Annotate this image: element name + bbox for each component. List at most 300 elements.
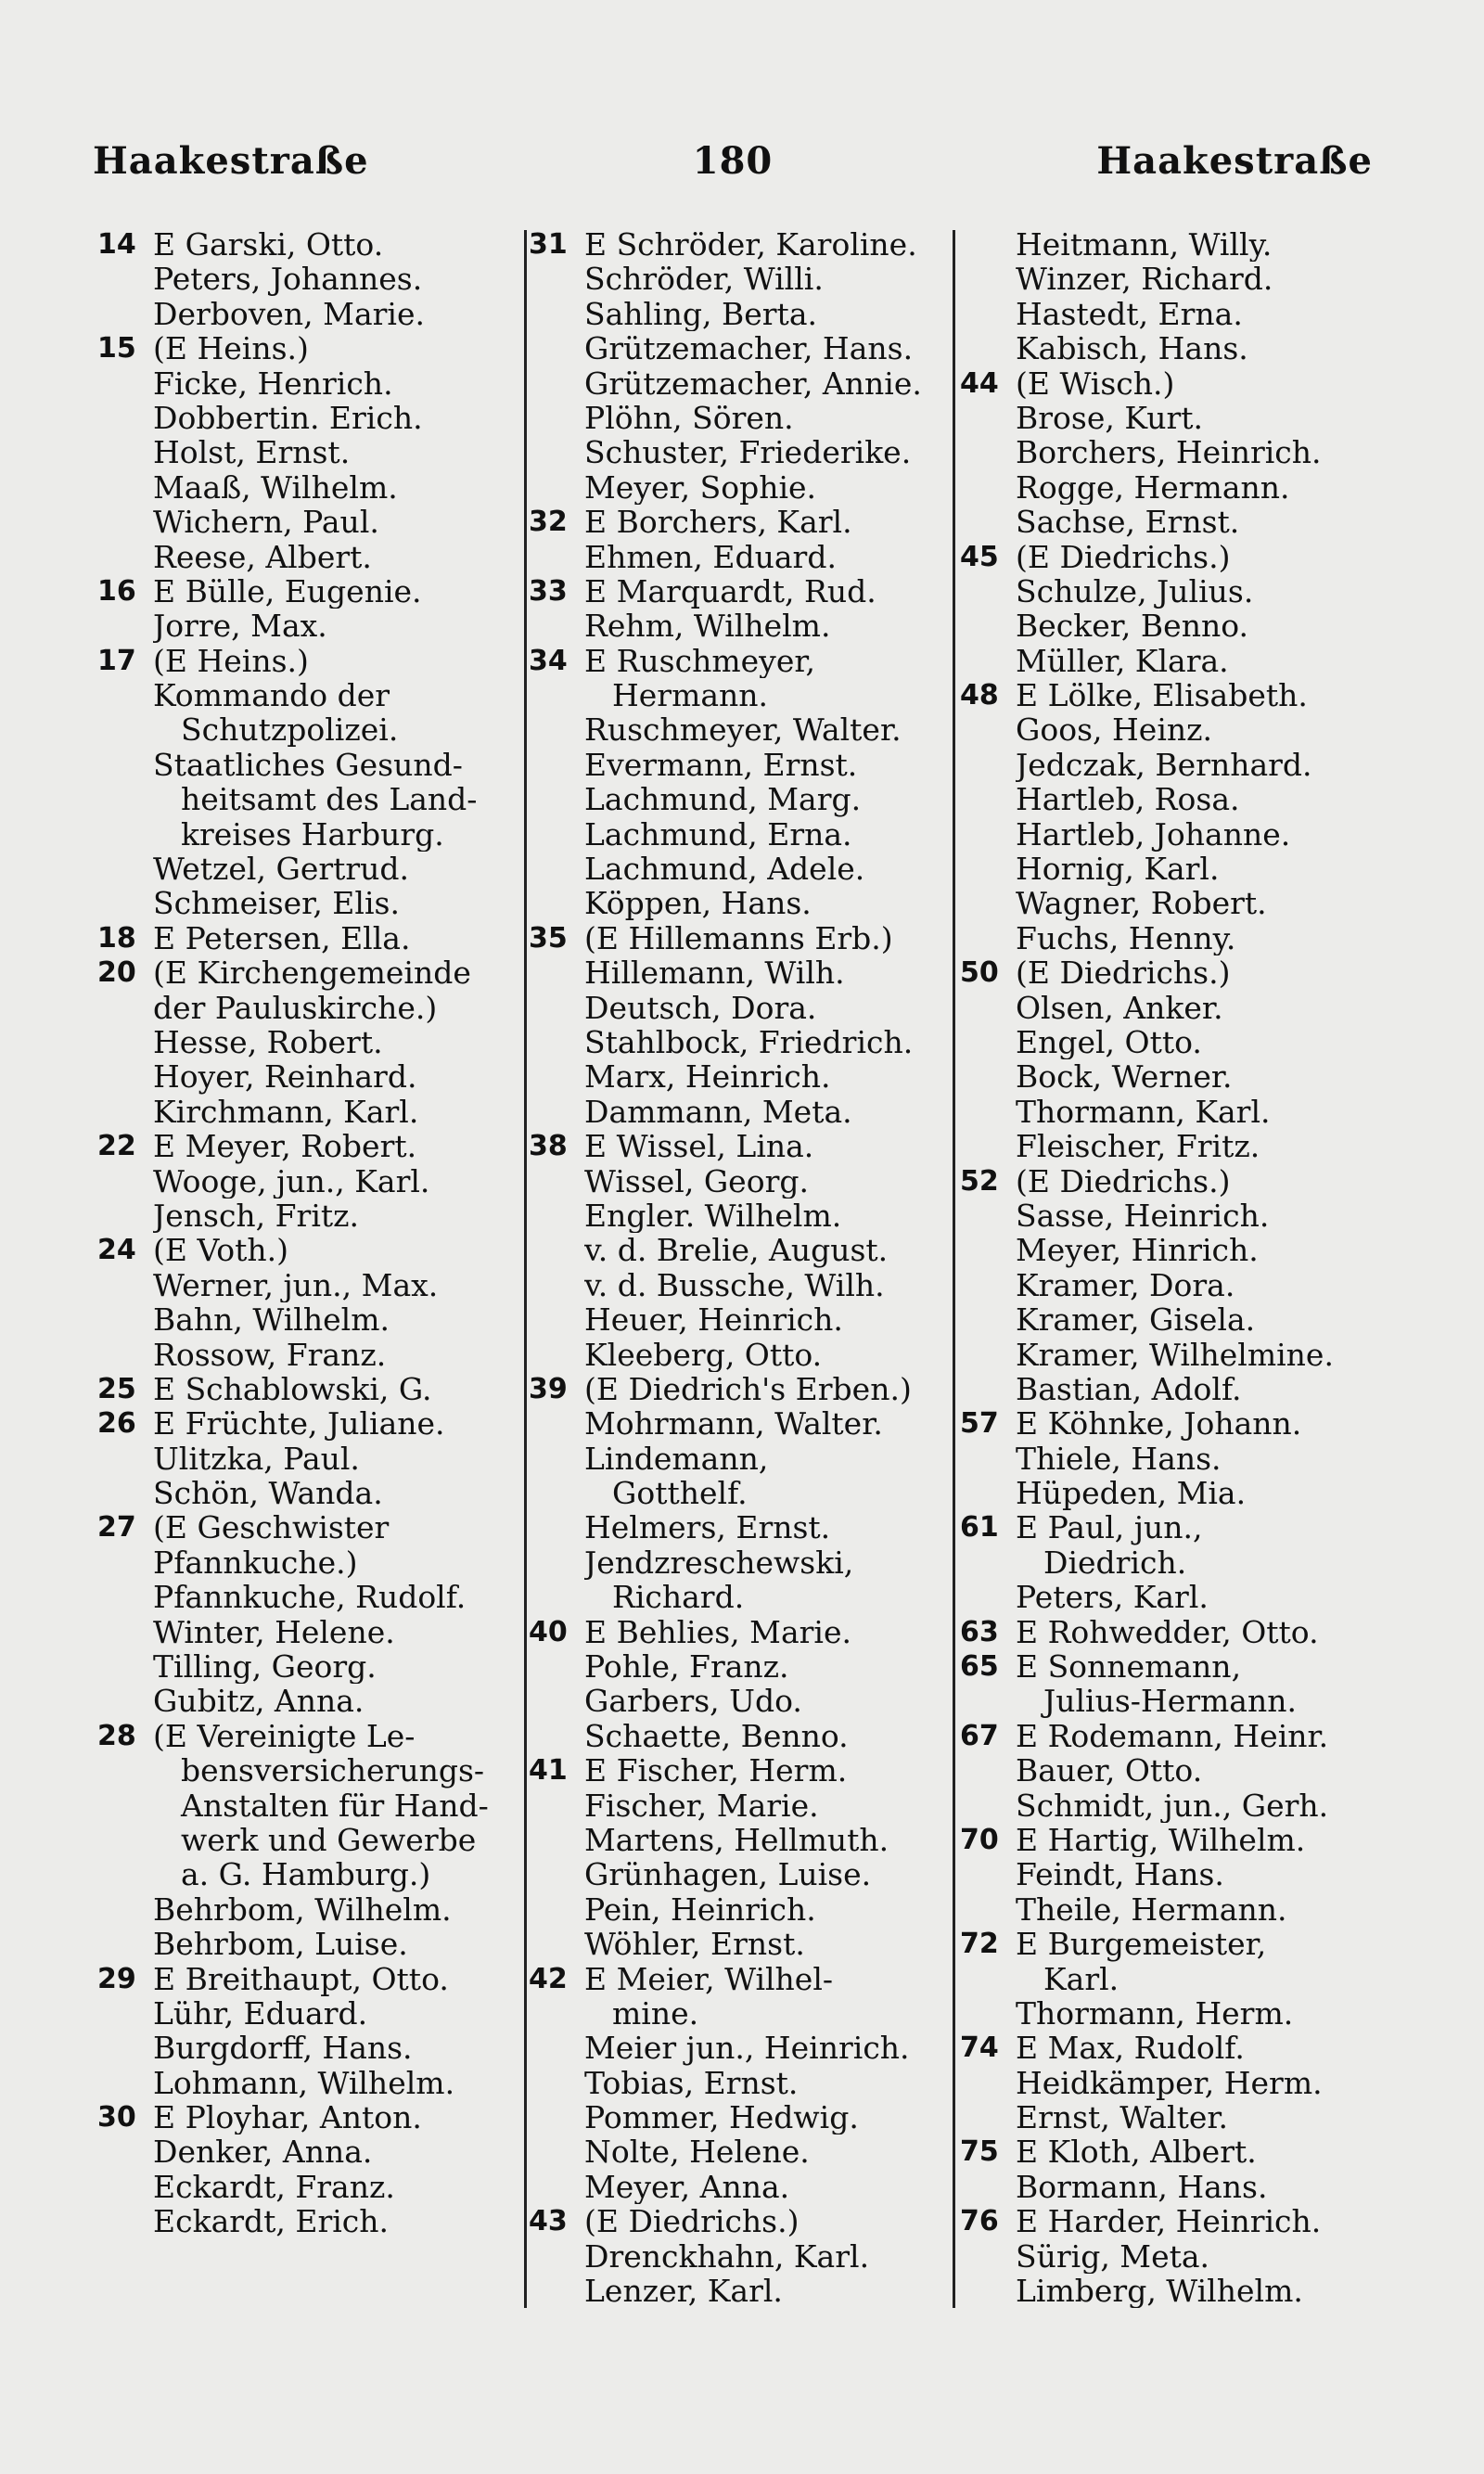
resident-name: Heuer, Heinrich. (584, 1302, 843, 1338)
house-number (97, 1649, 153, 1684)
house-number (529, 331, 584, 365)
resident-name: Meyer, Sophie. (584, 469, 817, 506)
directory-entry (97, 505, 533, 539)
resident-name: Lachmund, Adele. (584, 852, 865, 887)
resident-name: heitsamt des Land- (181, 782, 478, 817)
directory-entry (529, 2170, 951, 2204)
house-number (529, 748, 584, 782)
house-number (529, 1338, 584, 1372)
house-number (960, 1095, 1016, 1129)
resident-name: (E Wisch.) (1016, 365, 1175, 401)
directory-entry (97, 678, 533, 712)
resident-name: Thormann, Herm. (1016, 1995, 1294, 2032)
directory-entry (529, 1684, 951, 1718)
directory-entry (97, 1338, 533, 1372)
house-number (529, 1996, 584, 2031)
house-number: 45 (960, 540, 999, 573)
resident-name: E Kloth, Albert. (1016, 2134, 1257, 2170)
directory-entry (960, 1649, 1387, 1684)
resident-name: Marx, Heinrich. (584, 1059, 831, 1095)
resident-name: Sasse, Heinrich. (1016, 1198, 1270, 1234)
directory-entry (97, 1025, 533, 1059)
directory-entry (529, 817, 951, 852)
house-number (97, 1059, 153, 1094)
house-number (97, 1442, 153, 1476)
resident-name: Burgdorff, Hans. (153, 2031, 413, 2066)
directory-entry (529, 1302, 951, 1337)
header-street-left: Haakestraße (93, 139, 369, 183)
resident-name: Engel, Otto. (1016, 1024, 1202, 1060)
house-number (529, 886, 584, 920)
directory-entry (960, 609, 1387, 643)
directory-entry (97, 1962, 533, 1996)
resident-name: Kirchmann, Karl. (153, 1094, 419, 1130)
house-number (529, 1927, 584, 1961)
house-number (529, 1164, 584, 1199)
directory-entry (960, 1095, 1387, 1129)
resident-name: Wichern, Paul. (153, 505, 379, 540)
house-number: 61 (960, 1511, 999, 1545)
resident-name: Bock, Werner. (1016, 1059, 1233, 1095)
directory-entry (529, 2204, 951, 2238)
resident-name: (E Diedrichs.) (1016, 1163, 1231, 1199)
house-number (97, 297, 153, 331)
house-number (529, 401, 584, 435)
resident-name: Behrbom, Wilhelm. (153, 1891, 452, 1928)
directory-entry (960, 1025, 1387, 1059)
directory-entry (97, 1580, 533, 1614)
directory-entry (97, 2204, 533, 2238)
directory-entry (960, 1615, 1387, 1649)
resident-name: Behrbom, Luise. (153, 1927, 408, 1962)
directory-entry (529, 401, 951, 435)
resident-name: v. d. Brelie, August. (584, 1233, 889, 1268)
house-number (960, 1442, 1016, 1476)
directory-entry (97, 2066, 533, 2100)
directory-entry (960, 955, 1387, 990)
house-number (960, 1129, 1016, 1163)
house-number (529, 1025, 584, 1059)
resident-name: Schröder, Willi. (584, 262, 824, 297)
house-number (529, 1823, 584, 1857)
house-number: 32 (529, 506, 568, 539)
resident-name: Fleischer, Fritz. (1016, 1129, 1260, 1164)
directory-entry (529, 366, 951, 401)
directory-entry (960, 297, 1387, 331)
house-number (529, 470, 584, 505)
house-number (960, 262, 1016, 296)
house-number (97, 505, 153, 539)
house-number: 74 (960, 2032, 999, 2065)
resident-name: Eckardt, Erich. (153, 2204, 390, 2239)
resident-name: Hoyer, Reinhard. (153, 1059, 417, 1095)
house-number (529, 817, 584, 852)
directory-entry (529, 227, 951, 262)
directory-entry (960, 1892, 1387, 1927)
resident-name: Anstalten für Hand- (181, 1788, 489, 1823)
directory-entry (529, 1233, 951, 1267)
house-number: 15 (97, 332, 136, 365)
directory-entry (529, 886, 951, 920)
house-number (529, 1857, 584, 1891)
directory-entry (960, 2204, 1387, 2238)
house-number (960, 921, 1016, 955)
house-number: 63 (960, 1615, 999, 1648)
directory-entry (529, 1962, 951, 1996)
house-number: 24 (97, 1234, 136, 1267)
resident-name: Schmeiser, Elis. (153, 886, 400, 921)
resident-name: Bormann, Hans. (1016, 2169, 1268, 2205)
house-number (960, 1302, 1016, 1337)
resident-name: Bauer, Otto. (1016, 1753, 1203, 1788)
directory-entry (960, 644, 1387, 678)
house-number (529, 1442, 584, 1476)
directory-entry (97, 1823, 533, 1857)
directory-entry (960, 1442, 1387, 1476)
directory-entry (97, 609, 533, 643)
house-number (529, 435, 584, 469)
resident-name: Meyer, Hinrich. (1016, 1233, 1259, 1268)
directory-column-2 (529, 227, 951, 2308)
directory-entry (529, 2066, 951, 2100)
directory-entry (529, 1442, 951, 1476)
house-number: 31 (529, 228, 568, 261)
directory-entry (960, 262, 1387, 296)
house-number: 72 (960, 1928, 999, 1961)
resident-name: Lohmann, Wilhelm. (153, 2065, 455, 2101)
house-number (529, 1302, 584, 1337)
house-number (529, 1788, 584, 1823)
resident-name: Plöhn, Sören. (584, 400, 794, 436)
resident-name: E Schablowski, G. (153, 1371, 432, 1407)
resident-name: E Köhnke, Johann. (1016, 1406, 1302, 1442)
directory-entry (529, 1164, 951, 1199)
resident-name: Theile, Hermann. (1016, 1891, 1287, 1928)
house-number: 20 (97, 956, 136, 990)
directory-entry (960, 712, 1387, 747)
resident-name: Kramer, Wilhelmine. (1016, 1337, 1334, 1372)
directory-entry (97, 1268, 533, 1302)
house-number (97, 2031, 153, 2065)
resident-name: Nolte, Helene. (584, 2134, 810, 2170)
house-number (529, 678, 584, 712)
resident-name: Fischer, Marie. (584, 1788, 819, 1823)
house-number: 41 (529, 1754, 568, 1788)
resident-name: E Marquardt, Rud. (584, 573, 876, 609)
directory-entry (960, 1996, 1387, 2031)
resident-name: E Burgemeister, (1016, 1927, 1267, 1962)
house-number (97, 1476, 153, 1510)
directory-entry (97, 1892, 533, 1927)
house-number (97, 1025, 153, 1059)
house-number (960, 1962, 1016, 1996)
resident-name: Sürig, Meta. (1016, 2238, 1210, 2275)
directory-entry (960, 678, 1387, 712)
directory-entry (97, 712, 533, 747)
directory-entry (960, 1753, 1387, 1788)
house-number: 25 (97, 1372, 136, 1405)
resident-name: Heidkämper, Herm. (1016, 2065, 1323, 2101)
house-number (529, 297, 584, 331)
directory-entry (529, 540, 951, 574)
directory-entry (529, 852, 951, 886)
directory-entry (960, 817, 1387, 852)
directory-entry (960, 886, 1387, 920)
directory-entry (529, 955, 951, 990)
house-number (960, 782, 1016, 816)
directory-entry (97, 644, 533, 678)
resident-name: Karl. (1043, 1961, 1119, 1996)
resident-name: Ulitzka, Paul. (153, 1441, 360, 1477)
directory-entry (960, 1268, 1387, 1302)
house-number (97, 1892, 153, 1927)
resident-name: Schaette, Benno. (584, 1718, 849, 1754)
resident-name: Borchers, Heinrich. (1016, 435, 1322, 470)
directory-entry (529, 1649, 951, 1684)
resident-name: Brose, Kurt. (1016, 400, 1204, 436)
directory-entry (529, 644, 951, 678)
resident-name: Jendzreschewski, (584, 1545, 854, 1581)
resident-name: Tobias, Ernst. (584, 2065, 799, 2101)
resident-name: Pein, Heinrich. (584, 1891, 816, 1928)
house-number (960, 609, 1016, 643)
directory-entry (529, 991, 951, 1025)
house-number (960, 2066, 1016, 2100)
resident-name: Deutsch, Dora. (584, 990, 817, 1025)
directory-entry (529, 2274, 951, 2308)
resident-name: E Breithaupt, Otto. (153, 1961, 449, 1996)
resident-name: (E Kirchengemeinde (153, 955, 471, 991)
resident-name: Goos, Heinz. (1016, 712, 1213, 748)
directory-entry (960, 1199, 1387, 1233)
resident-name: Hillemann, Wilh. (584, 955, 845, 991)
directory-entry (97, 1649, 533, 1684)
house-number (97, 782, 153, 816)
house-number (529, 1476, 584, 1510)
house-number (529, 782, 584, 816)
resident-name: Richard. (612, 1580, 745, 1615)
house-number (960, 331, 1016, 365)
house-number (97, 1927, 153, 1961)
house-number (97, 470, 153, 505)
directory-entry (960, 1857, 1387, 1891)
directory-entry (97, 748, 533, 782)
house-number: 30 (97, 2101, 136, 2134)
house-number (97, 852, 153, 886)
resident-name: Lachmund, Marg. (584, 782, 862, 817)
resident-name: Gubitz, Anna. (153, 1684, 365, 1719)
house-number: 39 (529, 1372, 568, 1405)
resident-name: Pommer, Hedwig. (584, 2100, 859, 2135)
resident-name: Schön, Wanda. (153, 1476, 383, 1511)
directory-entry (529, 1788, 951, 1823)
resident-name: E Harder, Heinrich. (1016, 2204, 1322, 2239)
resident-name: a. G. Hamburg.) (181, 1857, 431, 1892)
resident-name: Winter, Helene. (153, 1614, 395, 1650)
resident-name: Fuchs, Henny. (1016, 920, 1236, 956)
house-number: 27 (97, 1511, 136, 1545)
house-number (97, 991, 153, 1025)
directory-entry (960, 401, 1387, 435)
house-number (97, 1788, 153, 1823)
house-number: 65 (960, 1650, 999, 1684)
directory-entry (529, 262, 951, 296)
house-number: 75 (960, 2135, 999, 2169)
directory-entry (960, 1510, 1387, 1545)
directory-entry (960, 2239, 1387, 2274)
directory-entry (529, 1476, 951, 1510)
directory-entry (529, 1545, 951, 1580)
house-number (97, 1615, 153, 1649)
house-number (960, 991, 1016, 1025)
directory-entry (97, 227, 533, 262)
column-divider (953, 230, 955, 2308)
resident-name: E Früchte, Juliane. (153, 1406, 445, 1442)
house-number (97, 1753, 153, 1788)
house-number (960, 1857, 1016, 1891)
directory-entry (97, 1927, 533, 1961)
resident-name: Bahn, Wilhelm. (153, 1302, 390, 1338)
directory-entry (960, 574, 1387, 609)
house-number (529, 852, 584, 886)
resident-name: Wissel, Georg. (584, 1163, 809, 1199)
resident-name: Staatliches Gesund- (153, 747, 463, 783)
house-number (960, 227, 1016, 262)
resident-name: E Petersen, Ella. (153, 920, 411, 956)
directory-entry (97, 1442, 533, 1476)
directory-entry (529, 1719, 951, 1753)
house-number (960, 2239, 1016, 2274)
resident-name: E Paul, jun., (1016, 1510, 1203, 1545)
directory-entry (529, 748, 951, 782)
directory-entry (960, 1129, 1387, 1163)
directory-entry (529, 1199, 951, 1233)
directory-entry (960, 1233, 1387, 1267)
resident-name: Pfannkuche.) (153, 1545, 358, 1581)
resident-name: Wagner, Robert. (1016, 886, 1267, 921)
directory-entry (97, 2134, 533, 2169)
directory-entry (97, 1719, 533, 1753)
house-number: 17 (97, 644, 136, 677)
directory-entry (529, 921, 951, 955)
resident-name: Kabisch, Hans. (1016, 331, 1248, 366)
house-number (97, 609, 153, 643)
resident-name: Hüpeden, Mia. (1016, 1476, 1247, 1511)
directory-entry (529, 297, 951, 331)
house-number (529, 2100, 584, 2134)
directory-entry (960, 1927, 1387, 1961)
resident-name: E Ployhar, Anton. (153, 2100, 422, 2135)
resident-name: Engler. Wilhelm. (584, 1198, 842, 1234)
house-number (97, 435, 153, 469)
directory-entry (529, 1996, 951, 2031)
house-number (529, 1892, 584, 1927)
directory-entry (529, 1823, 951, 1857)
house-number: 50 (960, 956, 999, 990)
directory-entry (97, 2170, 533, 2204)
directory-entry (97, 262, 533, 296)
house-number (529, 2274, 584, 2308)
resident-name: Köppen, Hans. (584, 886, 812, 921)
resident-name: Werner, jun., Max. (153, 1267, 439, 1303)
directory-entry (960, 1164, 1387, 1199)
directory-entry (529, 1338, 951, 1372)
house-number (529, 2170, 584, 2204)
house-number (960, 1996, 1016, 2031)
directory-entry (960, 1823, 1387, 1857)
directory-entry (960, 1059, 1387, 1094)
house-number (97, 262, 153, 296)
resident-name: Garbers, Udo. (584, 1684, 802, 1719)
house-number (960, 644, 1016, 678)
house-number (97, 401, 153, 435)
house-number (529, 2066, 584, 2100)
house-number (529, 366, 584, 401)
resident-name: Feindt, Hans. (1016, 1857, 1224, 1892)
resident-name: E Max, Rudolf. (1016, 2031, 1245, 2066)
house-number: 18 (97, 921, 136, 955)
directory-entry (97, 2100, 533, 2134)
house-number: 76 (960, 2205, 999, 2238)
house-number: 43 (529, 2205, 568, 2238)
house-number (960, 1753, 1016, 1788)
resident-name: E Meier, Wilhel- (584, 1961, 834, 1996)
resident-name: Schmidt, jun., Gerh. (1016, 1788, 1329, 1823)
resident-name: Thormann, Karl. (1016, 1094, 1271, 1130)
directory-entry (97, 886, 533, 920)
directory-entry (529, 782, 951, 816)
house-number (960, 1580, 1016, 1614)
directory-entry (960, 991, 1387, 1025)
resident-name: Martens, Hellmuth. (584, 1822, 889, 1858)
resident-name: Winzer, Richard. (1016, 262, 1273, 297)
directory-entry (960, 2066, 1387, 2100)
directory-entry (529, 678, 951, 712)
resident-name: Hastedt, Erna. (1016, 296, 1243, 332)
resident-name: Peters, Karl. (1016, 1580, 1209, 1615)
house-number (97, 1302, 153, 1337)
directory-entry (529, 1059, 951, 1094)
resident-name: Hartleb, Johanne. (1016, 816, 1291, 852)
directory-entry (529, 1580, 951, 1614)
resident-name: Olsen, Anker. (1016, 990, 1223, 1025)
house-number (960, 435, 1016, 469)
directory-entry (97, 540, 533, 574)
resident-name: Gotthelf. (612, 1476, 748, 1511)
house-number (97, 1684, 153, 1718)
resident-name: Lenzer, Karl. (584, 2274, 783, 2309)
directory-entry (97, 1476, 533, 1510)
directory-entry (960, 1788, 1387, 1823)
house-number: 57 (960, 1407, 999, 1441)
resident-name: Peters, Johannes. (153, 262, 423, 297)
directory-entry (529, 1268, 951, 1302)
directory-entry (529, 574, 951, 609)
directory-entry (529, 2134, 951, 2169)
house-number (960, 1684, 1016, 1718)
house-number (97, 366, 153, 401)
house-number (960, 1059, 1016, 1094)
directory-entry (960, 1302, 1387, 1337)
house-number (529, 1268, 584, 1302)
resident-name: Sachse, Ernst. (1016, 505, 1240, 540)
resident-name: Evermann, Ernst. (584, 747, 858, 783)
house-number (960, 1338, 1016, 1372)
resident-name: E Behlies, Marie. (584, 1614, 851, 1650)
house-number (960, 1199, 1016, 1233)
directory-entry (529, 505, 951, 539)
directory-entry (97, 366, 533, 401)
